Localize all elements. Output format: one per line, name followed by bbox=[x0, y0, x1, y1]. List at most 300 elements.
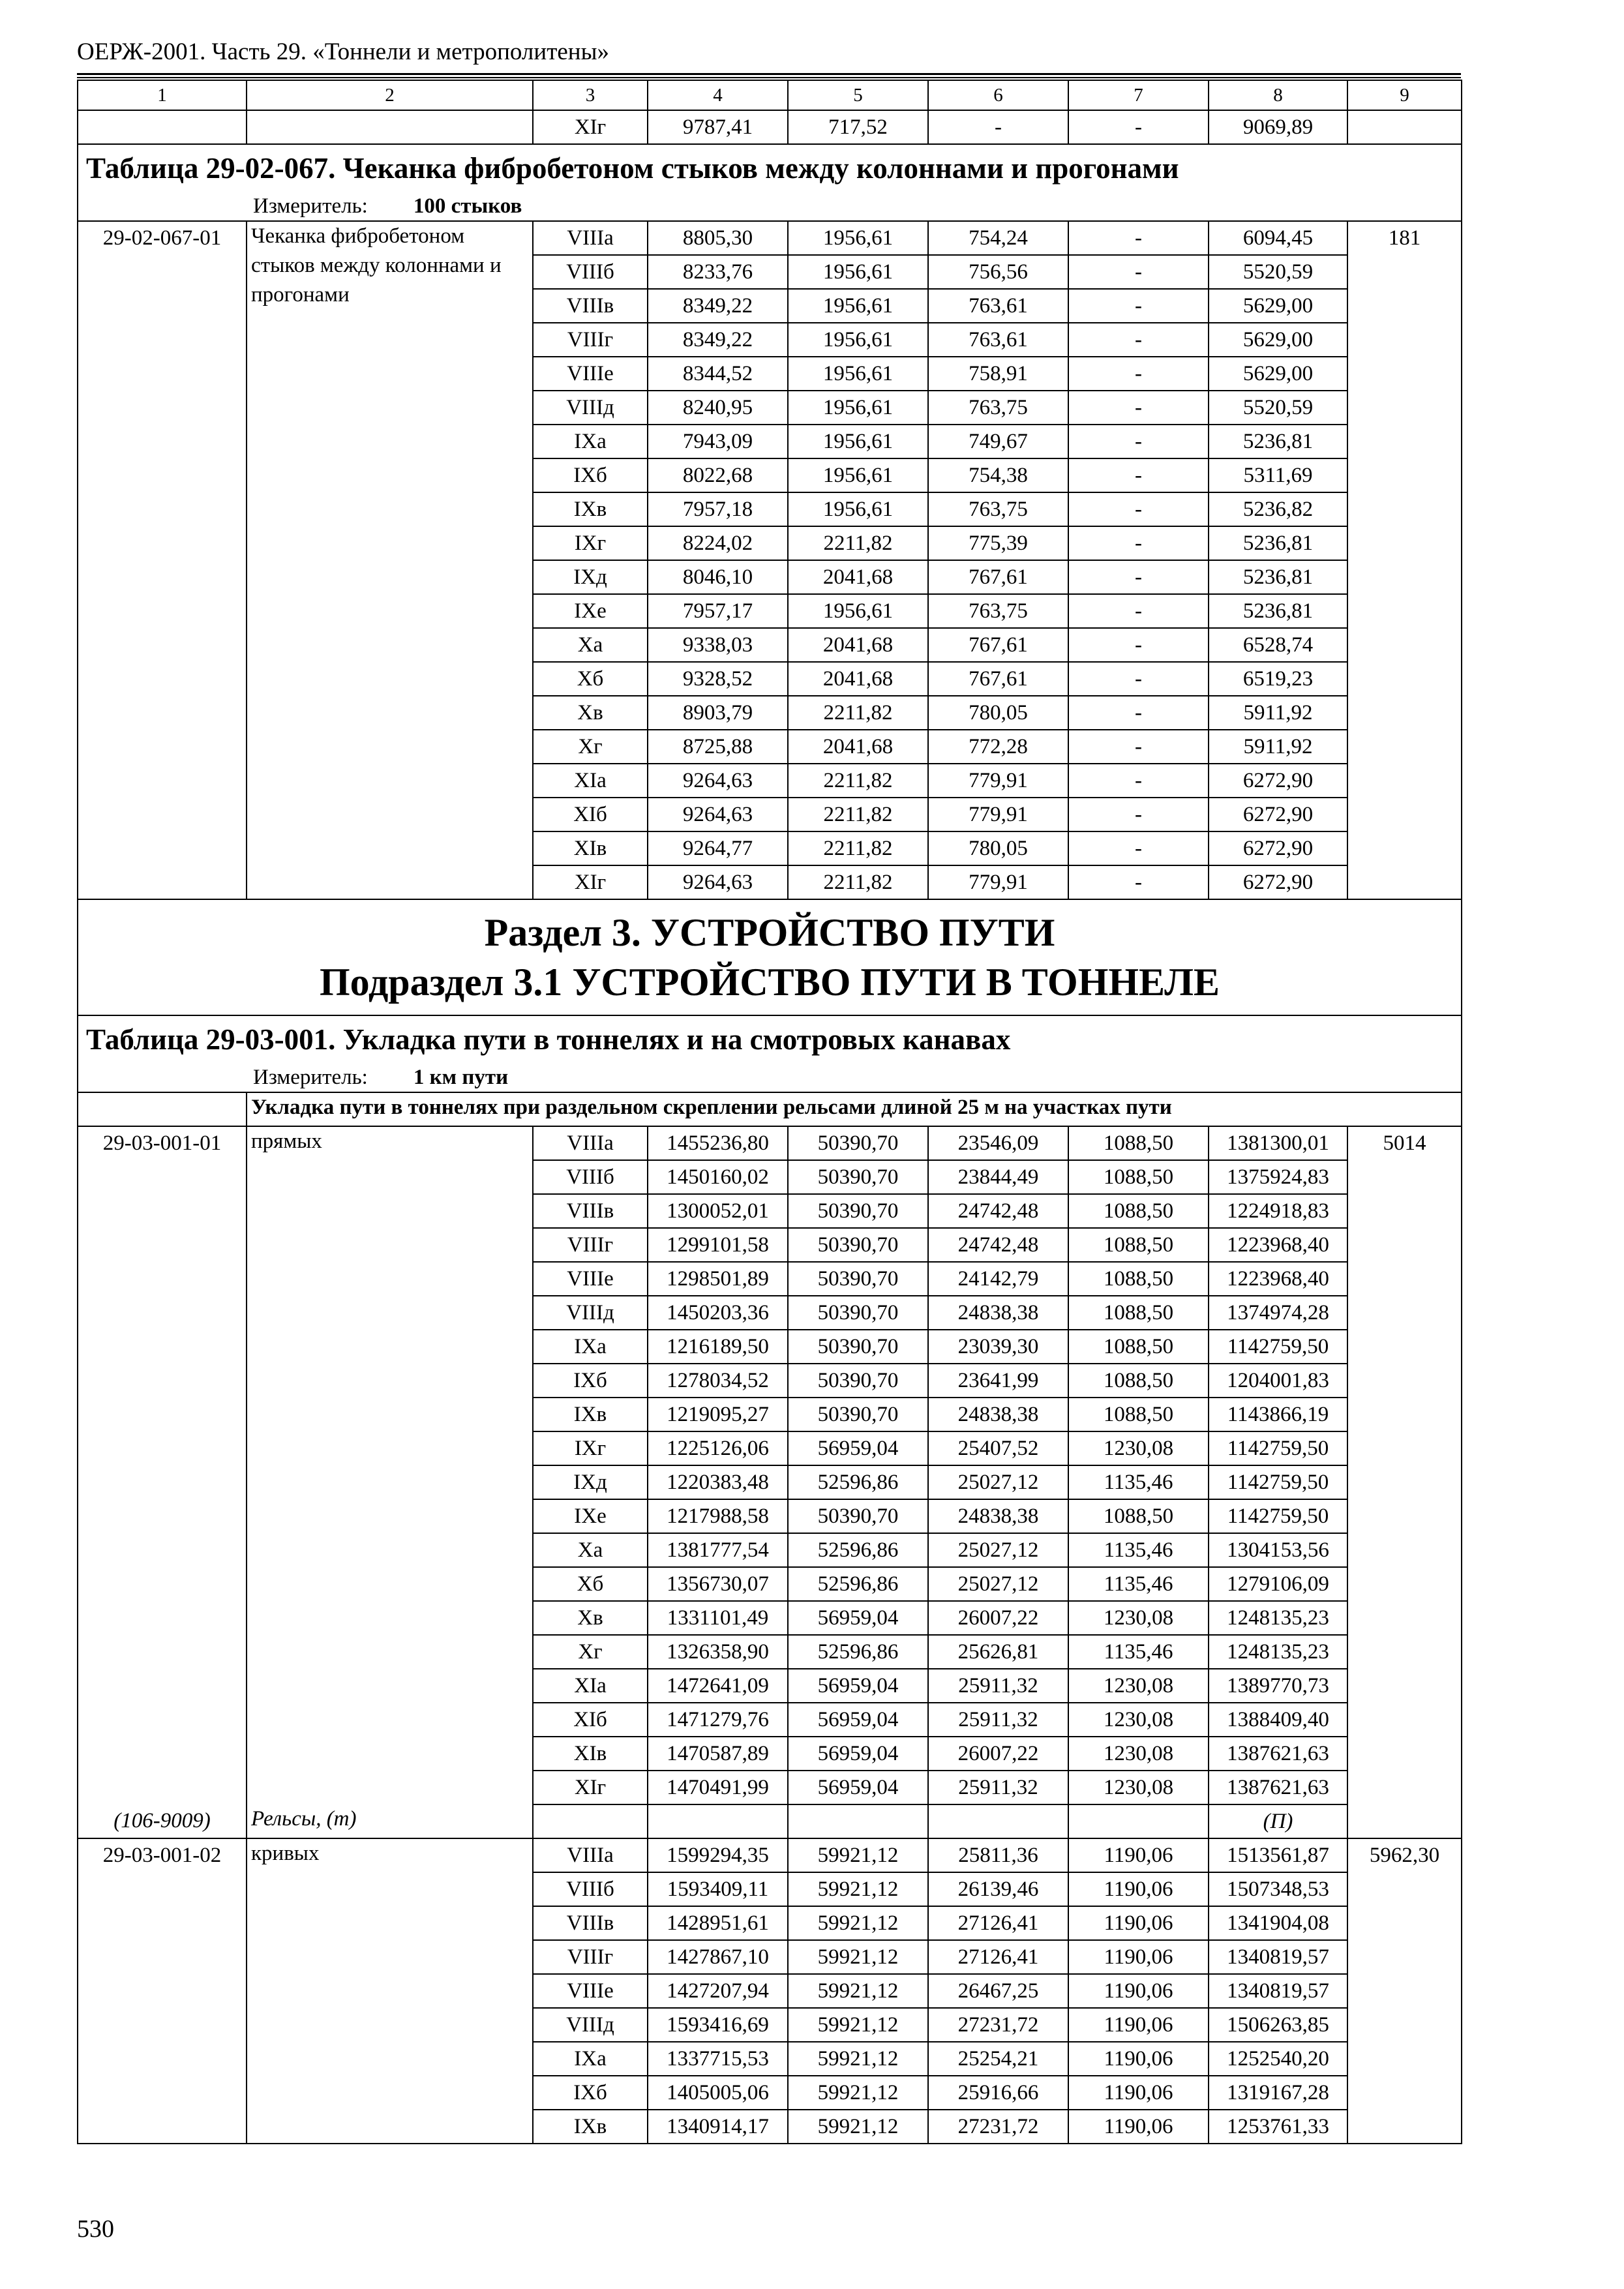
value-cell: 5520,59 bbox=[1209, 255, 1347, 289]
value-cell: - bbox=[1068, 289, 1209, 323]
value-cell: 59921,12 bbox=[788, 1872, 928, 1906]
value-cell: 25626,81 bbox=[928, 1635, 1068, 1669]
value-cell: 5236,81 bbox=[1209, 425, 1347, 458]
material-code: (106-9009) bbox=[78, 1804, 247, 1838]
column-number: 5 bbox=[788, 80, 928, 110]
value-cell: - bbox=[1068, 425, 1209, 458]
value-cell: 1190,06 bbox=[1068, 1940, 1209, 1974]
value-cell: VIIIб bbox=[533, 1872, 648, 1906]
value-cell: 59921,12 bbox=[788, 2042, 928, 2076]
empty-cell bbox=[247, 110, 533, 144]
value-cell: 1956,61 bbox=[788, 221, 928, 255]
value-cell: 1248135,23 bbox=[1209, 1635, 1347, 1669]
value-cell: 1381777,54 bbox=[648, 1533, 788, 1567]
value-cell: 1088,50 bbox=[1068, 1330, 1209, 1364]
value-cell: 52596,86 bbox=[788, 1465, 928, 1499]
value-cell: IXд bbox=[533, 560, 648, 594]
value-cell: 763,75 bbox=[928, 391, 1068, 425]
value-cell: 1389770,73 bbox=[1209, 1669, 1347, 1703]
value-cell: 27126,41 bbox=[928, 1940, 1068, 1974]
measure-line bbox=[78, 192, 1462, 221]
value-cell: 5236,81 bbox=[1209, 560, 1347, 594]
value-cell: 9069,89 bbox=[1209, 110, 1347, 144]
value-cell: - bbox=[928, 110, 1068, 144]
value-cell: - bbox=[1068, 492, 1209, 526]
value-cell: 9338,03 bbox=[648, 628, 788, 662]
value-cell: - bbox=[1068, 391, 1209, 425]
empty-cell bbox=[1347, 110, 1462, 144]
value-cell: 24838,38 bbox=[928, 1296, 1068, 1330]
col9-cell: 5962,30 bbox=[1347, 1838, 1462, 2144]
value-cell: - bbox=[1068, 110, 1209, 144]
value-cell: XIв bbox=[533, 1737, 648, 1771]
value-cell: 1225126,06 bbox=[648, 1431, 788, 1465]
value-cell: 59921,12 bbox=[788, 2008, 928, 2042]
value-cell: 1142759,50 bbox=[1209, 1431, 1347, 1465]
value-cell: 24742,48 bbox=[928, 1228, 1068, 1262]
value-cell: 1135,46 bbox=[1068, 1635, 1209, 1669]
value-cell: 1253761,33 bbox=[1209, 2110, 1347, 2144]
value-cell: 25407,52 bbox=[928, 1431, 1068, 1465]
value-cell: 1956,61 bbox=[788, 357, 928, 391]
value-cell: VIIIд bbox=[533, 2008, 648, 2042]
value-cell: - bbox=[1068, 662, 1209, 696]
value-cell: IXв bbox=[533, 1398, 648, 1431]
value-cell: 7957,17 bbox=[648, 594, 788, 628]
value-cell: 8344,52 bbox=[648, 357, 788, 391]
value-cell: 50390,70 bbox=[788, 1160, 928, 1194]
empty-cell bbox=[928, 1804, 1068, 1838]
value-cell: 5911,92 bbox=[1209, 730, 1347, 764]
value-cell: 50390,70 bbox=[788, 1398, 928, 1431]
table-title: Таблица 29-02-067. Чеканка фибробетоном стыков между колоннами и прогонами bbox=[78, 144, 1462, 192]
value-cell: 1190,06 bbox=[1068, 1974, 1209, 2008]
value-cell: 56959,04 bbox=[788, 1601, 928, 1635]
value-cell: 1337715,53 bbox=[648, 2042, 788, 2076]
value-cell: 1593409,11 bbox=[648, 1872, 788, 1906]
value-cell: IXб bbox=[533, 458, 648, 492]
value-cell: VIIIг bbox=[533, 1940, 648, 1974]
empty-cell bbox=[533, 1804, 648, 1838]
value-cell: 25027,12 bbox=[928, 1567, 1068, 1601]
value-cell: 749,67 bbox=[928, 425, 1068, 458]
value-cell: 758,91 bbox=[928, 357, 1068, 391]
value-cell: - bbox=[1068, 255, 1209, 289]
value-cell: VIIIе bbox=[533, 1974, 648, 2008]
value-cell: 1135,46 bbox=[1068, 1533, 1209, 1567]
value-cell: 52596,86 bbox=[788, 1533, 928, 1567]
value-cell: 50390,70 bbox=[788, 1194, 928, 1228]
value-cell: 2211,82 bbox=[788, 831, 928, 865]
value-cell: 1088,50 bbox=[1068, 1160, 1209, 1194]
value-cell: 27231,72 bbox=[928, 2008, 1068, 2042]
value-cell: 1593416,69 bbox=[648, 2008, 788, 2042]
code-cell: 29-03-001-01 bbox=[78, 1126, 247, 1804]
value-cell: 56959,04 bbox=[788, 1669, 928, 1703]
value-cell: 1356730,07 bbox=[648, 1567, 788, 1601]
value-cell: - bbox=[1068, 594, 1209, 628]
value-cell: 1375924,83 bbox=[1209, 1160, 1347, 1194]
value-cell: 5629,00 bbox=[1209, 357, 1347, 391]
value-cell: - bbox=[1068, 221, 1209, 255]
value-cell: 52596,86 bbox=[788, 1567, 928, 1601]
value-cell: 7943,09 bbox=[648, 425, 788, 458]
value-cell: VIIIе bbox=[533, 357, 648, 391]
value-cell: 25916,66 bbox=[928, 2076, 1068, 2110]
value-cell: IXе bbox=[533, 594, 648, 628]
value-cell: VIIIд bbox=[533, 1296, 648, 1330]
table-row bbox=[78, 1838, 1462, 1872]
value-cell: 5311,69 bbox=[1209, 458, 1347, 492]
value-cell: 1220383,48 bbox=[648, 1465, 788, 1499]
value-cell: VIIIа bbox=[533, 221, 648, 255]
value-cell: 717,52 bbox=[788, 110, 928, 144]
empty-cell bbox=[788, 1804, 928, 1838]
value-cell: Xв bbox=[533, 1601, 648, 1635]
value-cell: IXа bbox=[533, 425, 648, 458]
material-row bbox=[78, 1804, 1462, 1838]
value-cell: 8022,68 bbox=[648, 458, 788, 492]
measure-row bbox=[78, 192, 1462, 221]
value-cell: 8224,02 bbox=[648, 526, 788, 560]
value-cell: 8240,95 bbox=[648, 391, 788, 425]
value-cell: 1450203,36 bbox=[648, 1296, 788, 1330]
value-cell: 1956,61 bbox=[788, 255, 928, 289]
page-header: ОЕРЖ-2001. Часть 29. «Тоннели и метрополитены» bbox=[77, 38, 609, 65]
value-cell: - bbox=[1068, 764, 1209, 798]
page-number: 530 bbox=[77, 2215, 114, 2243]
column-number: 8 bbox=[1209, 80, 1347, 110]
value-cell: 2041,68 bbox=[788, 662, 928, 696]
value-cell: 23641,99 bbox=[928, 1364, 1068, 1398]
value-cell: 1387621,63 bbox=[1209, 1771, 1347, 1804]
value-cell: Xв bbox=[533, 696, 648, 730]
value-cell: 5520,59 bbox=[1209, 391, 1347, 425]
empty-cell bbox=[78, 1092, 247, 1126]
value-cell: 1135,46 bbox=[1068, 1465, 1209, 1499]
value-cell: 9264,63 bbox=[648, 865, 788, 899]
value-cell: 1470491,99 bbox=[648, 1771, 788, 1804]
value-cell: 767,61 bbox=[928, 662, 1068, 696]
value-cell: 1278034,52 bbox=[648, 1364, 788, 1398]
value-cell: 1190,06 bbox=[1068, 2008, 1209, 2042]
value-cell: 9264,77 bbox=[648, 831, 788, 865]
value-cell: 763,75 bbox=[928, 492, 1068, 526]
value-cell: 25027,12 bbox=[928, 1465, 1068, 1499]
section-title: Раздел 3. УСТРОЙСТВО ПУТИ bbox=[484, 911, 1055, 954]
value-cell: 50390,70 bbox=[788, 1364, 928, 1398]
value-cell: IXа bbox=[533, 2042, 648, 2076]
column-number: 1 bbox=[78, 80, 247, 110]
value-cell: - bbox=[1068, 696, 1209, 730]
value-cell: XIг bbox=[533, 110, 648, 144]
value-cell: 1340914,17 bbox=[648, 2110, 788, 2144]
value-cell: XIг bbox=[533, 1771, 648, 1804]
empty-cell bbox=[1068, 1804, 1209, 1838]
value-cell: 1513561,87 bbox=[1209, 1838, 1347, 1872]
column-number: 4 bbox=[648, 80, 788, 110]
value-cell: 24838,38 bbox=[928, 1398, 1068, 1431]
value-cell: 1088,50 bbox=[1068, 1194, 1209, 1228]
value-cell: XIа bbox=[533, 1669, 648, 1703]
value-cell: 1142759,50 bbox=[1209, 1330, 1347, 1364]
value-cell: 1190,06 bbox=[1068, 2076, 1209, 2110]
value-cell: 8046,10 bbox=[648, 560, 788, 594]
header-rule bbox=[77, 73, 1461, 75]
col9-cell: 181 bbox=[1347, 221, 1462, 899]
value-cell: 59921,12 bbox=[788, 2110, 928, 2144]
value-cell: 59921,12 bbox=[788, 1838, 928, 1872]
value-cell: 1088,50 bbox=[1068, 1398, 1209, 1431]
col9-cell: 5014 bbox=[1347, 1126, 1462, 1838]
value-cell: 1204001,83 bbox=[1209, 1364, 1347, 1398]
value-cell: 2041,68 bbox=[788, 628, 928, 662]
column-number: 3 bbox=[533, 80, 648, 110]
value-cell: 779,91 bbox=[928, 764, 1068, 798]
value-cell: 52596,86 bbox=[788, 1635, 928, 1669]
value-cell: 8725,88 bbox=[648, 730, 788, 764]
value-cell: 772,28 bbox=[928, 730, 1068, 764]
value-cell: 2211,82 bbox=[788, 696, 928, 730]
value-cell: 1088,50 bbox=[1068, 1499, 1209, 1533]
value-cell: 1956,61 bbox=[788, 492, 928, 526]
column-number: 7 bbox=[1068, 80, 1209, 110]
value-cell: 763,75 bbox=[928, 594, 1068, 628]
section-row bbox=[78, 899, 1462, 1015]
value-cell: 9787,41 bbox=[648, 110, 788, 144]
value-cell: VIIIд bbox=[533, 391, 648, 425]
value-cell: 8805,30 bbox=[648, 221, 788, 255]
value-cell: 1230,08 bbox=[1068, 1737, 1209, 1771]
table-row bbox=[78, 1126, 1462, 1160]
value-cell: 1252540,20 bbox=[1209, 2042, 1347, 2076]
value-cell: 2041,68 bbox=[788, 560, 928, 594]
value-cell: 59921,12 bbox=[788, 1974, 928, 2008]
measure-row bbox=[78, 1063, 1462, 1092]
value-cell: 1340819,57 bbox=[1209, 1940, 1347, 1974]
value-cell: 24142,79 bbox=[928, 1262, 1068, 1296]
value-cell: 1304153,56 bbox=[1209, 1533, 1347, 1567]
value-cell: 1299101,58 bbox=[648, 1228, 788, 1262]
value-cell: VIIIв bbox=[533, 289, 648, 323]
value-cell: 1190,06 bbox=[1068, 1838, 1209, 1872]
value-cell: VIIIб bbox=[533, 255, 648, 289]
value-cell: 26467,25 bbox=[928, 1974, 1068, 2008]
value-cell: 24838,38 bbox=[928, 1499, 1068, 1533]
subsection-title: Подраздел 3.1 УСТРОЙСТВО ПУТИ В ТОННЕЛЕ bbox=[320, 961, 1220, 1004]
value-cell: 1427867,10 bbox=[648, 1940, 788, 1974]
description-cell: кривых bbox=[247, 1838, 533, 2144]
code-cell: 29-02-067-01 bbox=[78, 221, 247, 899]
value-cell: 2211,82 bbox=[788, 526, 928, 560]
value-cell: 779,91 bbox=[928, 798, 1068, 831]
value-cell: 56959,04 bbox=[788, 1703, 928, 1737]
value-cell: 25811,36 bbox=[928, 1838, 1068, 1872]
value-cell: 9264,63 bbox=[648, 798, 788, 831]
empty-cell bbox=[648, 1804, 788, 1838]
value-cell: 1405005,06 bbox=[648, 2076, 788, 2110]
value-cell: XIб bbox=[533, 798, 648, 831]
value-cell: 59921,12 bbox=[788, 1906, 928, 1940]
value-cell: 1223968,40 bbox=[1209, 1262, 1347, 1296]
value-cell: 8233,76 bbox=[648, 255, 788, 289]
value-cell: 1142759,50 bbox=[1209, 1499, 1347, 1533]
value-cell: 56959,04 bbox=[788, 1737, 928, 1771]
value-cell: 1455236,80 bbox=[648, 1126, 788, 1160]
value-cell: XIг bbox=[533, 865, 648, 899]
value-cell: 2211,82 bbox=[788, 764, 928, 798]
value-cell: VIIIв bbox=[533, 1194, 648, 1228]
value-cell: IXд bbox=[533, 1465, 648, 1499]
value-cell: 1088,50 bbox=[1068, 1228, 1209, 1262]
value-cell: 1088,50 bbox=[1068, 1296, 1209, 1330]
value-cell: 1319167,28 bbox=[1209, 2076, 1347, 2110]
value-cell: 9328,52 bbox=[648, 662, 788, 696]
measure-label: Измеритель: bbox=[253, 1066, 368, 1089]
value-cell: 1506263,85 bbox=[1209, 2008, 1347, 2042]
value-cell: Xг bbox=[533, 1635, 648, 1669]
value-cell: 1507348,53 bbox=[1209, 1872, 1347, 1906]
value-cell: 1956,61 bbox=[788, 458, 928, 492]
table-title-row bbox=[78, 1015, 1462, 1063]
value-cell: 6272,90 bbox=[1209, 764, 1347, 798]
value-cell: - bbox=[1068, 323, 1209, 357]
value-cell: 56959,04 bbox=[788, 1431, 928, 1465]
value-cell: 26139,46 bbox=[928, 1872, 1068, 1906]
value-cell: 1471279,76 bbox=[648, 1703, 788, 1737]
value-cell: 50390,70 bbox=[788, 1228, 928, 1262]
value-cell: 50390,70 bbox=[788, 1296, 928, 1330]
value-cell: Xа bbox=[533, 1533, 648, 1567]
table-row bbox=[78, 221, 1462, 255]
value-cell: 27126,41 bbox=[928, 1906, 1068, 1940]
value-cell: 1230,08 bbox=[1068, 1669, 1209, 1703]
value-cell: 6272,90 bbox=[1209, 798, 1347, 831]
material-unit: (П) bbox=[1209, 1804, 1347, 1838]
value-cell: 1248135,23 bbox=[1209, 1601, 1347, 1635]
value-cell: 767,61 bbox=[928, 560, 1068, 594]
value-cell: IXб bbox=[533, 2076, 648, 2110]
value-cell: IXб bbox=[533, 1364, 648, 1398]
value-cell: IXг bbox=[533, 1431, 648, 1465]
column-number: 6 bbox=[928, 80, 1068, 110]
value-cell: - bbox=[1068, 357, 1209, 391]
value-cell: 754,24 bbox=[928, 221, 1068, 255]
value-cell: 27231,72 bbox=[928, 2110, 1068, 2144]
value-cell: 1298501,89 bbox=[648, 1262, 788, 1296]
value-cell: 1088,50 bbox=[1068, 1262, 1209, 1296]
value-cell: 1230,08 bbox=[1068, 1601, 1209, 1635]
value-cell: VIIIа bbox=[533, 1126, 648, 1160]
value-cell: - bbox=[1068, 831, 1209, 865]
value-cell: 5236,82 bbox=[1209, 492, 1347, 526]
value-cell: 5629,00 bbox=[1209, 323, 1347, 357]
value-cell: 1088,50 bbox=[1068, 1364, 1209, 1398]
value-cell: 1956,61 bbox=[788, 391, 928, 425]
value-cell: 780,05 bbox=[928, 696, 1068, 730]
value-cell: 1428951,61 bbox=[648, 1906, 788, 1940]
value-cell: 1470587,89 bbox=[648, 1737, 788, 1771]
table-title-row bbox=[78, 144, 1462, 192]
value-cell: 25911,32 bbox=[928, 1703, 1068, 1737]
subheading: Укладка пути в тоннелях при раздельном скреплении рельсами длиной 25 м на участках пути bbox=[247, 1092, 1462, 1126]
value-cell: 7957,18 bbox=[648, 492, 788, 526]
value-cell: IXе bbox=[533, 1499, 648, 1533]
value-cell: 1088,50 bbox=[1068, 1126, 1209, 1160]
value-cell: 1450160,02 bbox=[648, 1160, 788, 1194]
value-cell: 1190,06 bbox=[1068, 1872, 1209, 1906]
value-cell: 2041,68 bbox=[788, 730, 928, 764]
value-cell: 50390,70 bbox=[788, 1330, 928, 1364]
value-cell: - bbox=[1068, 560, 1209, 594]
column-number: 2 bbox=[247, 80, 533, 110]
value-cell: 25911,32 bbox=[928, 1771, 1068, 1804]
value-cell: 1217988,58 bbox=[648, 1499, 788, 1533]
value-cell: XIб bbox=[533, 1703, 648, 1737]
value-cell: VIIIг bbox=[533, 323, 648, 357]
value-cell: 1216189,50 bbox=[648, 1330, 788, 1364]
value-cell: VIIIб bbox=[533, 1160, 648, 1194]
value-cell: 6528,74 bbox=[1209, 628, 1347, 662]
value-cell: 9264,63 bbox=[648, 764, 788, 798]
value-cell: 754,38 bbox=[928, 458, 1068, 492]
value-cell: 1472641,09 bbox=[648, 1669, 788, 1703]
value-cell: 1326358,90 bbox=[648, 1635, 788, 1669]
value-cell: 1956,61 bbox=[788, 425, 928, 458]
value-cell: 1190,06 bbox=[1068, 2110, 1209, 2144]
value-cell: VIIIв bbox=[533, 1906, 648, 1940]
value-cell: 1374974,28 bbox=[1209, 1296, 1347, 1330]
value-cell: 1388409,40 bbox=[1209, 1703, 1347, 1737]
value-cell: 1230,08 bbox=[1068, 1431, 1209, 1465]
price-table bbox=[77, 80, 1462, 2144]
value-cell: Xб bbox=[533, 1567, 648, 1601]
column-number: 9 bbox=[1347, 80, 1462, 110]
value-cell: IXв bbox=[533, 492, 648, 526]
value-cell: 1956,61 bbox=[788, 289, 928, 323]
value-cell: 1956,61 bbox=[788, 323, 928, 357]
value-cell: 23039,30 bbox=[928, 1330, 1068, 1364]
measure-value: 1 км пути bbox=[413, 1066, 509, 1089]
value-cell: 5911,92 bbox=[1209, 696, 1347, 730]
measure-label: Измеритель: bbox=[253, 194, 368, 218]
table-title: Таблица 29-03-001. Укладка пути в тоннелях и на смотровых канавах bbox=[78, 1015, 1462, 1063]
value-cell: 1599294,35 bbox=[648, 1838, 788, 1872]
value-cell: 1224918,83 bbox=[1209, 1194, 1347, 1228]
value-cell: - bbox=[1068, 865, 1209, 899]
value-cell: - bbox=[1068, 798, 1209, 831]
measure-value: 100 стыков bbox=[413, 194, 522, 218]
value-cell: 767,61 bbox=[928, 628, 1068, 662]
value-cell: 1142759,50 bbox=[1209, 1465, 1347, 1499]
value-cell: 2211,82 bbox=[788, 798, 928, 831]
value-cell: IXв bbox=[533, 2110, 648, 2144]
table-row bbox=[78, 110, 1462, 144]
value-cell: 5236,81 bbox=[1209, 526, 1347, 560]
value-cell: 1340819,57 bbox=[1209, 1974, 1347, 2008]
value-cell: 2211,82 bbox=[788, 865, 928, 899]
value-cell: 775,39 bbox=[928, 526, 1068, 560]
value-cell: 1341904,08 bbox=[1209, 1906, 1347, 1940]
value-cell: 1387621,63 bbox=[1209, 1737, 1347, 1771]
value-cell: 50390,70 bbox=[788, 1262, 928, 1296]
material-name: Рельсы, (т) bbox=[247, 1804, 533, 1838]
section-heading bbox=[78, 899, 1462, 1015]
description-cell: Чеканка фибробетоном стыков между колоннами и прогонами bbox=[247, 221, 533, 899]
value-cell: 779,91 bbox=[928, 865, 1068, 899]
value-cell: XIв bbox=[533, 831, 648, 865]
value-cell: 756,56 bbox=[928, 255, 1068, 289]
